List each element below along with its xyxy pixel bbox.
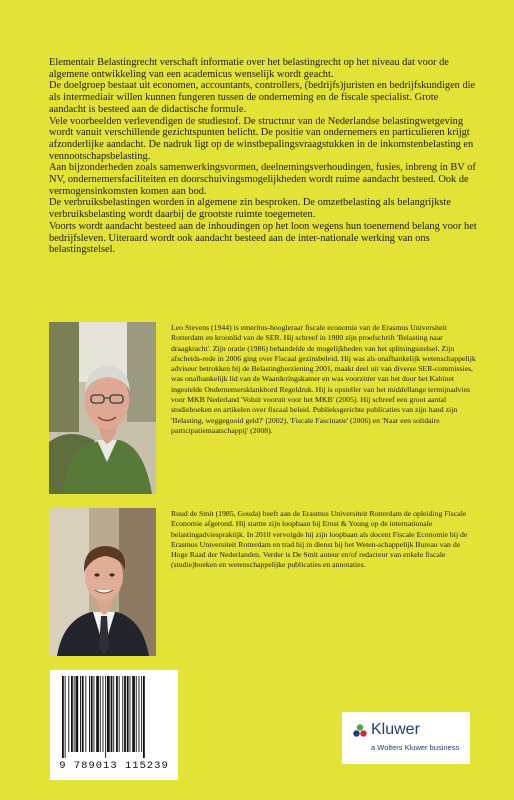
publisher-logo: [342, 712, 470, 764]
author-photo-ruud-de-smit: [49, 508, 156, 656]
intro-paragraph: De doelgroep bestaat uit economen, accountants, controllers, (bedrijfs)juristen en bedrijfskundigen die als intermediair willen kunnen fungeren tussen de onderneming en de fiscale specialist. Grote aandacht is besteed aan de didactische formule.: [49, 80, 476, 115]
publisher-name: Kluwer: [371, 721, 420, 738]
barcode-bar: [107, 676, 110, 752]
barcode-bar: [122, 676, 123, 752]
barcode-bar: [89, 676, 90, 752]
barcode-bar: [130, 676, 131, 752]
barcode-bar: [96, 676, 99, 752]
barcode-bar: [119, 676, 120, 752]
barcode-bar: [132, 676, 135, 752]
intro-paragraph: Voorts wordt aandacht besteed aan de inhoudingen op het loon wegens hun toenemend belang voor het bedrijfsleven. Uiteraard wordt ook aandacht besteed aan de inter-nationale werking van ons belastingstelsel.: [49, 220, 477, 256]
barcode-bar: [143, 676, 145, 758]
barcode-bar: [100, 676, 101, 752]
barcode-bar: [139, 676, 140, 752]
isbn-number: 9 789013 115239: [59, 760, 169, 772]
author-bio-ruud-de-smit: Ruud de Smit (1985, Gouda) heeft aan de Erasmus Universiteit Rotterdam de opleiding Fiscale Economie afgerond. Hij startte zijn loopbaan bij Ernst & Young op de internationale belastingadviespraktijk. In 2010 vervolgde hij zijn loopbaan als docent Fiscale Economie bij de Erasmus Universiteit Rotterdam en trad hij in dienst bij het Weten-schappelijk Bureau van de Hoge Raad der Nederlanden. Verder is De Smit auteur en/of redacteur van enkele fiscale (studie)boeken en wetenschappelijke publicaties en annotaties.: [171, 509, 468, 570]
barcode-bar: [82, 676, 84, 752]
barcode-bar: [103, 676, 104, 752]
intro-paragraph: Aan bijzonderheden zoals samenwerkingsvormen, deelnemingsverhoudingen, fusies, inbreng in BV of NV, ondernemersfaciliteiten en doorschuivingsmogelijkheden wordt ruime aandacht besteed. Ook de vermogensinkomsten komen aan bod.: [49, 162, 476, 197]
barcode-bar: [74, 676, 75, 752]
barcode-bar: [141, 676, 142, 752]
barcode-bar: [136, 676, 137, 752]
author-bio-leo-stevens: Leo Stevens (1944) is emeritus-hoogleraar fiscale economie van de Erasmus Universiteit Rotterdam en kroonlid van de SER. Hij schreef in 1980 zijn proefschrift 'Belasting naar draagkracht'. Zijn oratie (1986) behandelde de mogelijkheden van het splitsingsstelsel. Zijn afscheids-rede in 2006 ging over Fiscaal gezinsbeleid. Hij was als onafhankelijk wetenschappelijk adviseur betrokken bij de Belastingherziening 2001, maakt deel uit van diverse SER-commissies, was onafhankelijk lid van de Waarderingskamer en was voorzitter van het door het Kabinet ingestelde Ondernemersklankbord Regeldruk. Hij is opsteller van het middellange termijnadvies voor MKB Nederland 'Voluit vooruit voor het MKB' (2005). Hij schreef een groot aantal studieboeken en artikelen over fiscaal beleid. Publieksgerichte publicaties van zijn hand zijn 'Belasting, weggegooid geld?' (2002), 'Fiscale Fascinatie' (2006) en 'Naar een solidaire participatiemaatschappij' (2008).: [171, 323, 476, 435]
barcode-bars: [60, 676, 168, 758]
barcode-bar: [111, 676, 113, 752]
barcode-bar: [76, 676, 79, 752]
barcode-bar: [105, 676, 106, 758]
intro-paragraph: De verbruiksbelastingen worden in algemene zin besproken. De omzetbelasting als belangrijkste verbruiksbelasting wordt daarbij de grootste ruimte toegemeten.: [49, 197, 451, 221]
barcode-bar: [71, 676, 73, 752]
barcode-bar: [116, 676, 118, 752]
barcode-bar: [124, 676, 126, 752]
isbn-barcode: [50, 670, 178, 780]
back-cover-description: [49, 57, 477, 256]
barcode-bar: [127, 676, 129, 752]
barcode-bar: [65, 676, 66, 758]
barcode-bar: [80, 676, 81, 752]
intro-paragraph: Elementair Belastingrecht verschaft informatie over het belastingrecht op het niveau dat voor de algemene ontwikkeling van een academicus wenselijk wordt geacht.: [49, 57, 449, 80]
barcode-bar: [68, 676, 69, 752]
barcode-bar: [94, 676, 95, 752]
barcode-bar: [85, 676, 86, 752]
intro-paragraph: Vele voorbeelden verlevendigen de studiestof. De structuur van de Nederlandse belastingwetgeving wordt vanuit verschillende gezichtspunten belicht. De positie van ondernemers en particulieren krijgt afzonderlijke aandacht. De nadruk ligt op de winstbepalingsvraagstukken in de inkomstenbelasting en vennootschapsbelasting.: [49, 115, 474, 162]
author-photo-leo-stevens: [49, 322, 156, 494]
barcode-bar: [113, 676, 114, 752]
publisher-tagline: a Wolters Kluwer business: [371, 743, 460, 752]
barcode-bar: [91, 676, 93, 752]
author-portrait-image: [49, 508, 156, 656]
barcode-bar: [62, 676, 64, 758]
kluwer-logo-icon: [352, 723, 368, 739]
author-portrait-image: [49, 322, 156, 494]
